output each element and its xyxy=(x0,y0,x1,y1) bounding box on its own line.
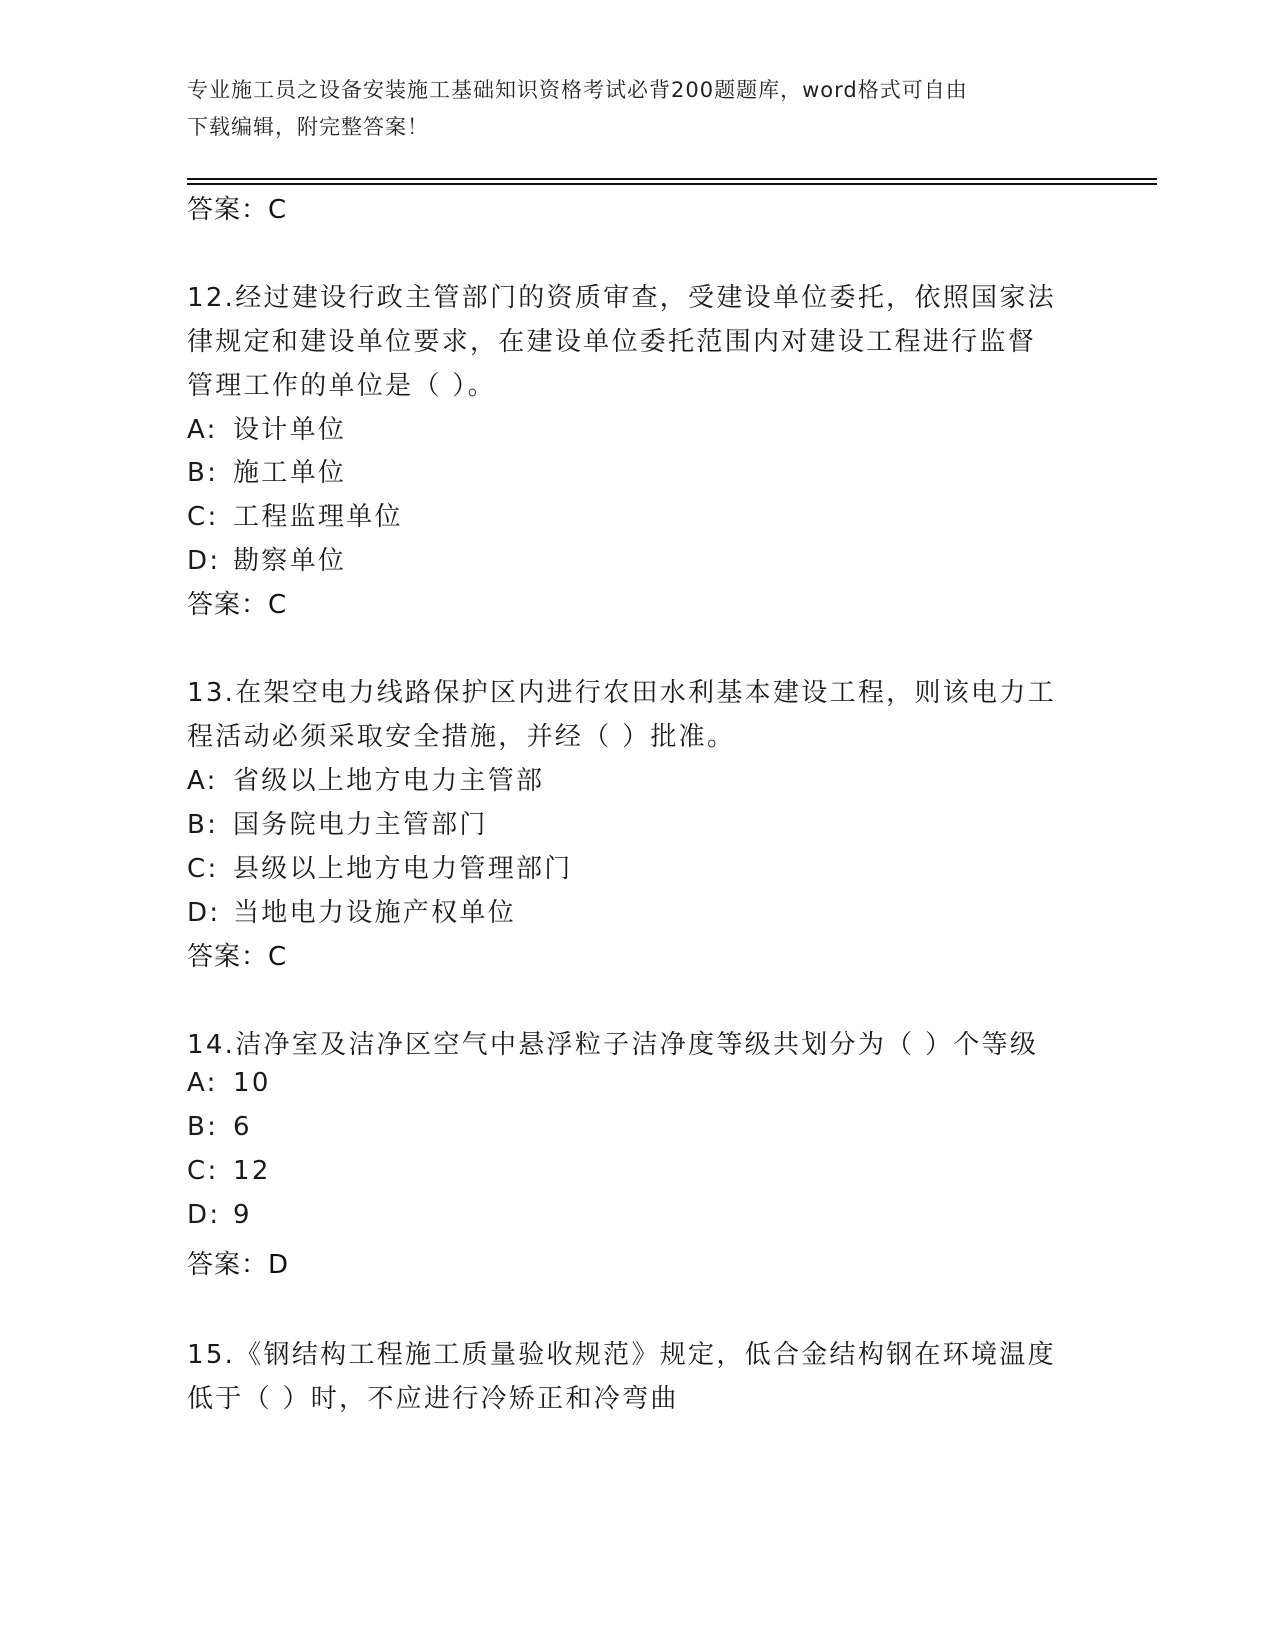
question-13-stem-line-1: 13.在架空电力线路保护区内进行农田水利基本建设工程，则该电力工 xyxy=(187,678,1056,708)
option-letter: D: xyxy=(187,546,221,576)
option-text: 施工单位 xyxy=(233,458,347,488)
question-14-option-c xyxy=(187,1156,271,1186)
question-12-option-c xyxy=(187,496,403,533)
question-12-answer: 答案：C xyxy=(187,590,288,620)
option-text: 设计单位 xyxy=(233,415,347,445)
question-14-stem-line-1: 14.洁净室及洁净区空气中悬浮粒子洁净度等级共划分为（ ）个等级 xyxy=(187,1030,1039,1060)
option-letter: A: xyxy=(187,415,218,445)
option-text: 12 xyxy=(233,1156,271,1186)
option-letter: C: xyxy=(187,854,219,884)
option-text: 10 xyxy=(233,1068,271,1098)
question-13-answer: 答案：C xyxy=(187,942,288,972)
header-line-2: 下载编辑，附完整答案！ xyxy=(187,115,429,139)
question-14-answer: 答案：D xyxy=(187,1250,290,1280)
option-text: 9 xyxy=(233,1200,252,1230)
question-14-option-b xyxy=(187,1112,252,1142)
question-15-stem-line-1: 15.《钢结构工程施工质量验收规范》规定，低合金结构钢在环境温度 xyxy=(187,1340,1056,1370)
question-13-option-b xyxy=(187,804,488,841)
question-13-option-c xyxy=(187,848,573,885)
question-14-option-d xyxy=(187,1200,252,1230)
option-letter: B: xyxy=(187,810,219,840)
question-12-stem-line-2: 律规定和建设单位要求，在建设单位委托范围内对建设工程进行监督 xyxy=(187,327,1037,357)
option-letter: C: xyxy=(187,1156,219,1186)
question-12-stem-line-1: 12.经过建设行政主管部门的资质审查，受建设单位委托，依照国家法 xyxy=(187,283,1056,313)
option-text: 6 xyxy=(233,1112,252,1142)
document-header xyxy=(187,72,1087,146)
option-letter: D: xyxy=(187,1200,221,1230)
option-letter: C: xyxy=(187,502,219,532)
option-text: 县级以上地方电力管理部门 xyxy=(233,854,573,884)
header-divider-bottom xyxy=(187,183,1157,185)
question-13-option-d xyxy=(187,892,516,929)
question-14-option-a xyxy=(187,1068,271,1098)
question-13-option-a xyxy=(187,760,544,797)
option-text: 当地电力设施产权单位 xyxy=(233,898,517,928)
option-text: 工程监理单位 xyxy=(233,502,403,532)
question-12-option-d xyxy=(187,540,346,577)
option-text: 省级以上地方电力主管部 xyxy=(233,766,545,796)
header-divider-top xyxy=(187,178,1157,180)
option-text: 国务院电力主管部门 xyxy=(233,810,488,840)
option-letter: B: xyxy=(187,458,219,488)
header-line-1: 专业施工员之设备安装施工基础知识资格考试必背200题题库，word格式可自由 xyxy=(187,78,968,102)
previous-answer: 答案：C xyxy=(187,195,288,225)
option-text: 勘察单位 xyxy=(233,546,347,576)
option-letter: A: xyxy=(187,766,218,796)
question-12-option-a xyxy=(187,409,346,446)
option-letter: D: xyxy=(187,898,221,928)
question-12-option-b xyxy=(187,452,346,489)
question-15-stem-line-2: 低于（ ）时，不应进行冷矫正和冷弯曲 xyxy=(187,1384,679,1414)
option-letter: B: xyxy=(187,1112,219,1142)
question-12-stem-line-3: 管理工作的单位是（ ）。 xyxy=(187,371,496,401)
option-letter: A: xyxy=(187,1068,218,1098)
question-13-stem-line-2: 程活动必须采取安全措施，并经（ ）批准。 xyxy=(187,722,736,752)
